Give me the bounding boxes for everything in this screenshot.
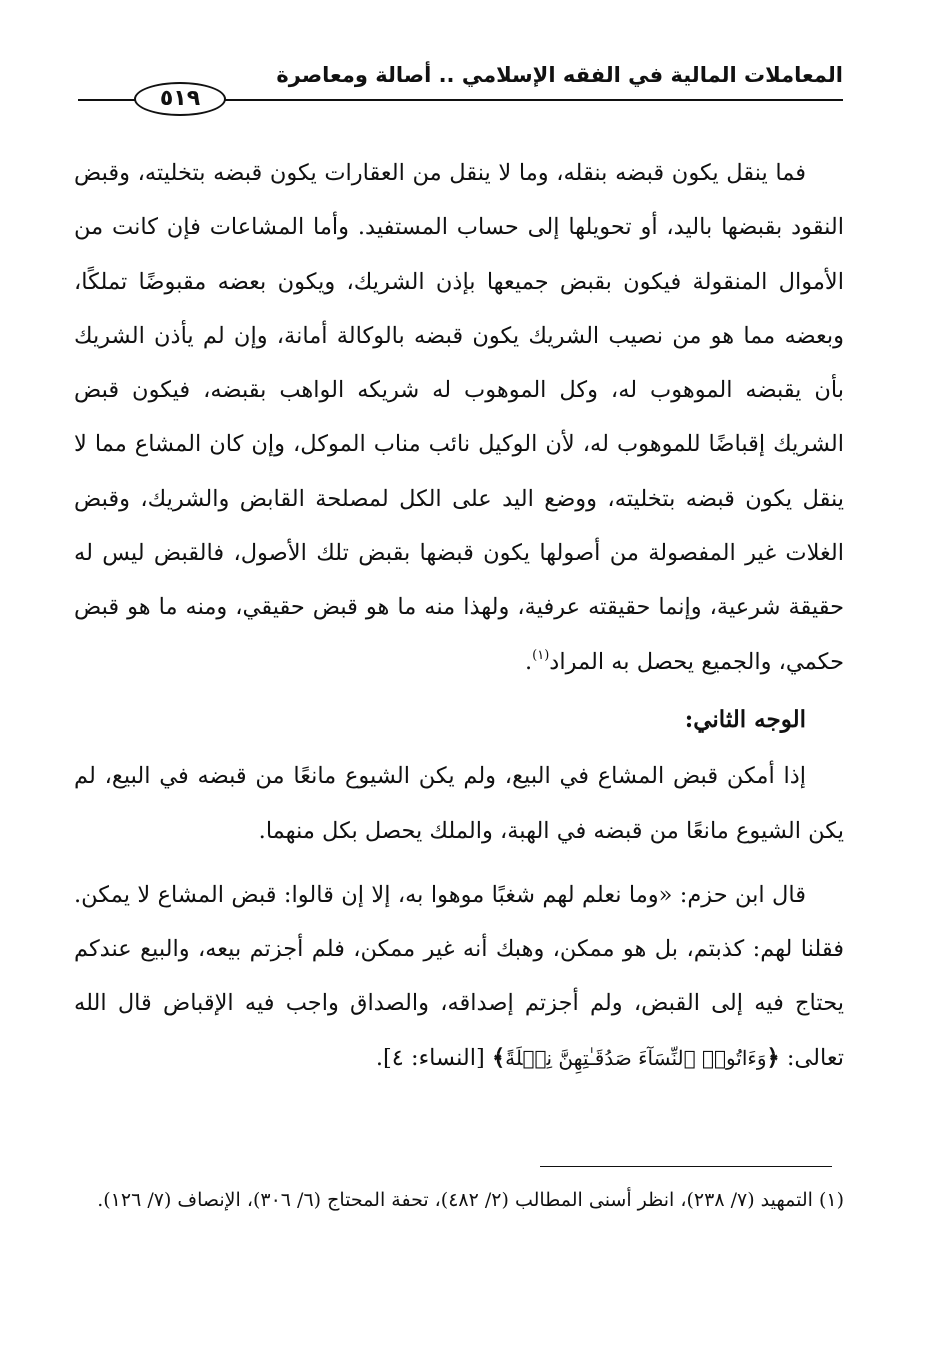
- paragraph-third-text: قال ابن حزم: «وما نعلم لهم شغبًا موهوا به، إلا إن قالوا: قبض المشاع لا يمكن. فقلنا لهم: كذبتم، بل هو ممكن، وهبك أنه غير ممكن، فلم أجزتم بيعه، والبيع عندكم يحتاج فيه إلى القبض، ولم أجزتم إصداقه، والصداق واجب فيه الإقباض قال الله تعالى:: [74, 881, 844, 1071]
- quran-open-bracket: ﴿: [766, 1044, 780, 1071]
- footnote-item: (١) التمهيد (٧/ ٢٣٨)، انظر أسنى المطالب (٢/ ٤٨٢)، تحفة المحتاج (٦/ ٣٠٦)، الإنصاف (٧/ ١٢٦).: [97, 1189, 844, 1211]
- section-heading-second: الوجه الثاني:: [684, 705, 806, 733]
- paragraph-first-text: فما ينقل يكون قبضه بنقله، وما لا ينقل من العقارات يكون قبضه بتخليته، وقبض النقود بقبضها باليد، أو تحويلها إلى حساب المستفيد. وأما المشاعات فإن كانت من الأموال المنقولة فيكون بقبض جميعها بإذن الشريك، ويكون بعضه مقبوضًا تملكًا، وبعضه مما هو من نصيب الشريك يكون قبضه بالوكالة أمانة، وإن لم يأذن الشريك بأن يقبضه الموهوب له، وكل الموهوب له شريكه الواهب بقبضه، فيكون قبض الشريك إقباضًا للموهوب له، لأن الوكيل نائب مناب الموكل، وإن كان المشاع مما لا ينقل يكون قبضه بتخليته، ووضع اليد على الكل لمصلحة القابض والشريك، وقبض الغلات غير المفصولة من أصولها يكون قبضها بقبض تلك الأصول، فالقبض ليس له حقيقة شرعية، وإنما حقيقته عرفية، ولهذا منه ما هو قبض حقيقي، ومنه ما هو قبض حكمي، والجميع يحصل به المراد: [74, 160, 844, 675]
- quran-verse: وَءَاتُوا۟ ٱلنِّسَآءَ صَدُقَـٰتِهِنَّ نِحۡلَةً: [505, 1045, 767, 1070]
- footnote-reference: (١): [532, 647, 550, 663]
- page-number: ٥١٩: [134, 82, 226, 116]
- footnote-separator: [540, 1166, 832, 1167]
- running-title: المعاملات المالية في الفقه الإسلامي .. أصالة ومعاصرة: [276, 63, 843, 87]
- quran-reference: [النساء: ٤].: [375, 1044, 485, 1071]
- paragraph-gap: [74, 858, 844, 868]
- body-text: [74, 146, 844, 1085]
- paragraph-second: إذا أمكن قبض المشاع في البيع، ولم يكن الشيوع مانعًا من قبضه في البيع، لم يكن الشيوع مانعًا من قبضه في الهبة، والملك يحصل بكل منهما.: [74, 763, 844, 844]
- paragraph-first: [74, 146, 844, 689]
- paragraph-third: [74, 868, 844, 1085]
- paragraph-first-end: .: [525, 648, 533, 675]
- footnotes: [64, 1180, 844, 1220]
- quran-close-bracket: ﴾: [491, 1044, 506, 1071]
